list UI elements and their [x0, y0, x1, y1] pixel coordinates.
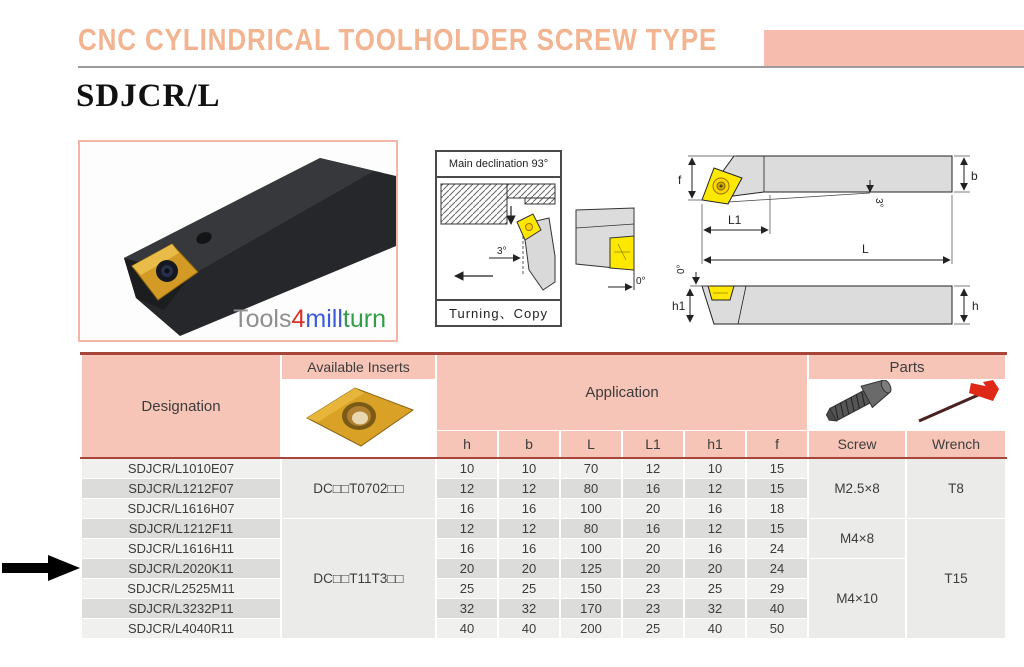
cell-h: 16 [436, 498, 498, 518]
screw-icon [812, 380, 902, 424]
cell-wrench: T8 [906, 458, 1006, 518]
cell-l: 70 [560, 458, 622, 478]
title-accent-bar [764, 30, 1024, 66]
cell-h1: 12 [684, 478, 746, 498]
cell-h1: 10 [684, 458, 746, 478]
watermark-part3: mill [305, 305, 343, 333]
dim-f-label: f [678, 173, 682, 187]
cell-f: 15 [746, 518, 808, 538]
cell-b: 32 [498, 598, 560, 618]
wrench-image-cell [906, 380, 1006, 431]
cell-h1: 25 [684, 578, 746, 598]
dim-l1-label: L1 [728, 213, 742, 227]
product-photo [78, 140, 398, 342]
cell-h1: 32 [684, 598, 746, 618]
cell-b: 20 [498, 558, 560, 578]
cell-l: 150 [560, 578, 622, 598]
cell-screw: M4×10 [808, 558, 906, 638]
cell-h1: 16 [684, 538, 746, 558]
watermark-part1: Tools [233, 305, 292, 333]
dim-angle0-label: 0° [676, 264, 687, 274]
dim-angle3-label: 3° [873, 198, 884, 208]
col-header-available-inserts: Available Inserts [281, 354, 436, 380]
cell-h: 40 [436, 618, 498, 638]
specification-table [80, 352, 1007, 639]
turning-diagram-svg [437, 178, 558, 294]
cell-f: 50 [746, 618, 808, 638]
dim-h1-label: h1 [672, 299, 686, 313]
cell-l1: 16 [622, 518, 684, 538]
cell-l: 100 [560, 538, 622, 558]
cell-h: 12 [436, 478, 498, 498]
screw-image-cell [808, 380, 906, 431]
wrench-icon [909, 380, 1003, 424]
cell-l: 125 [560, 558, 622, 578]
header-divider [78, 66, 1024, 68]
cell-b: 16 [498, 538, 560, 558]
col-header-application: Application [436, 354, 808, 431]
cell-h: 32 [436, 598, 498, 618]
cell-l1: 12 [622, 458, 684, 478]
col-header-l1: L1 [622, 430, 684, 458]
cell-wrench: T15 [906, 518, 1006, 638]
col-header-parts: Parts [808, 354, 1006, 380]
dim-h-label: h [972, 299, 979, 313]
cell-f: 29 [746, 578, 808, 598]
cell-l: 80 [560, 478, 622, 498]
cell-designation: SDJCR/L1616H11 [81, 538, 281, 558]
col-header-screw: Screw [808, 430, 906, 458]
cell-l: 100 [560, 498, 622, 518]
cell-b: 12 [498, 478, 560, 498]
model-heading: SDJCR/L [76, 78, 221, 114]
declination-box [435, 150, 562, 327]
cell-l: 80 [560, 518, 622, 538]
cell-l1: 16 [622, 478, 684, 498]
dimensional-drawing-svg [652, 140, 1022, 340]
cell-l1: 20 [622, 498, 684, 518]
cell-screw: M4×8 [808, 518, 906, 558]
cell-designation: SDJCR/L1212F11 [81, 518, 281, 538]
cell-l1: 25 [622, 618, 684, 638]
side-diagram-svg [570, 202, 650, 296]
angle-3-label: 3° [497, 245, 507, 257]
cell-f: 15 [746, 478, 808, 498]
cell-l1: 20 [622, 538, 684, 558]
cell-h: 20 [436, 558, 498, 578]
dim-l-label: L [862, 242, 869, 256]
cell-h1: 16 [684, 498, 746, 518]
table-row [81, 518, 1006, 538]
dimensional-drawing [652, 140, 1022, 345]
page-title: CNC CYLINDRICAL TOOLHOLDER SCREW TYPE [78, 22, 718, 57]
cell-h1: 20 [684, 558, 746, 578]
side-diagram [570, 202, 650, 301]
cell-designation: SDJCR/L2020K11 [81, 558, 281, 578]
col-header-h1: h1 [684, 430, 746, 458]
cell-f: 15 [746, 458, 808, 478]
cell-f: 18 [746, 498, 808, 518]
cell-l1: 23 [622, 578, 684, 598]
cell-l: 170 [560, 598, 622, 618]
cell-h: 12 [436, 518, 498, 538]
cell-h: 16 [436, 538, 498, 558]
watermark-part4: turn [342, 305, 386, 333]
col-header-h: h [436, 430, 498, 458]
cell-h1: 40 [684, 618, 746, 638]
cell-designation: SDJCR/L1616H07 [81, 498, 281, 518]
cell-b: 12 [498, 518, 560, 538]
row-pointer-arrow-icon [2, 555, 80, 586]
cell-f: 24 [746, 558, 808, 578]
turning-diagram [437, 178, 560, 299]
table-row [81, 458, 1006, 478]
angle-0-label: 0° [636, 276, 646, 287]
insert-image-cell [281, 380, 436, 459]
col-header-wrench: Wrench [906, 430, 1006, 458]
table-row-pointed [81, 558, 1006, 578]
col-header-l: L [560, 430, 622, 458]
cell-b: 10 [498, 458, 560, 478]
cell-designation: SDJCR/L2525M11 [81, 578, 281, 598]
cell-screw: M2.5×8 [808, 458, 906, 518]
cell-h: 25 [436, 578, 498, 598]
cell-insert-code: DC□□T11T3□□ [281, 518, 436, 638]
cell-b: 25 [498, 578, 560, 598]
cell-h: 10 [436, 458, 498, 478]
col-header-b: b [498, 430, 560, 458]
cell-designation: SDJCR/L1010E07 [81, 458, 281, 478]
cell-b: 16 [498, 498, 560, 518]
cell-l1: 20 [622, 558, 684, 578]
cell-b: 40 [498, 618, 560, 638]
cell-f: 24 [746, 538, 808, 558]
cell-designation: SDJCR/L4040R11 [81, 618, 281, 638]
col-header-designation: Designation [81, 354, 281, 459]
cell-f: 40 [746, 598, 808, 618]
cell-insert-code: DC□□T0702□□ [281, 458, 436, 518]
cell-l1: 23 [622, 598, 684, 618]
watermark-part2: 4 [291, 305, 306, 333]
dim-b-label: b [971, 169, 978, 183]
insert-icon [293, 380, 425, 452]
watermark [233, 305, 386, 334]
cell-h1: 12 [684, 518, 746, 538]
cell-designation: SDJCR/L1212F07 [81, 478, 281, 498]
cell-designation: SDJCR/L3232P11 [81, 598, 281, 618]
col-header-f: f [746, 430, 808, 458]
declination-footer: Turning、Copy [437, 299, 560, 325]
declination-title: Main declination 93° [437, 152, 560, 178]
cell-l: 200 [560, 618, 622, 638]
